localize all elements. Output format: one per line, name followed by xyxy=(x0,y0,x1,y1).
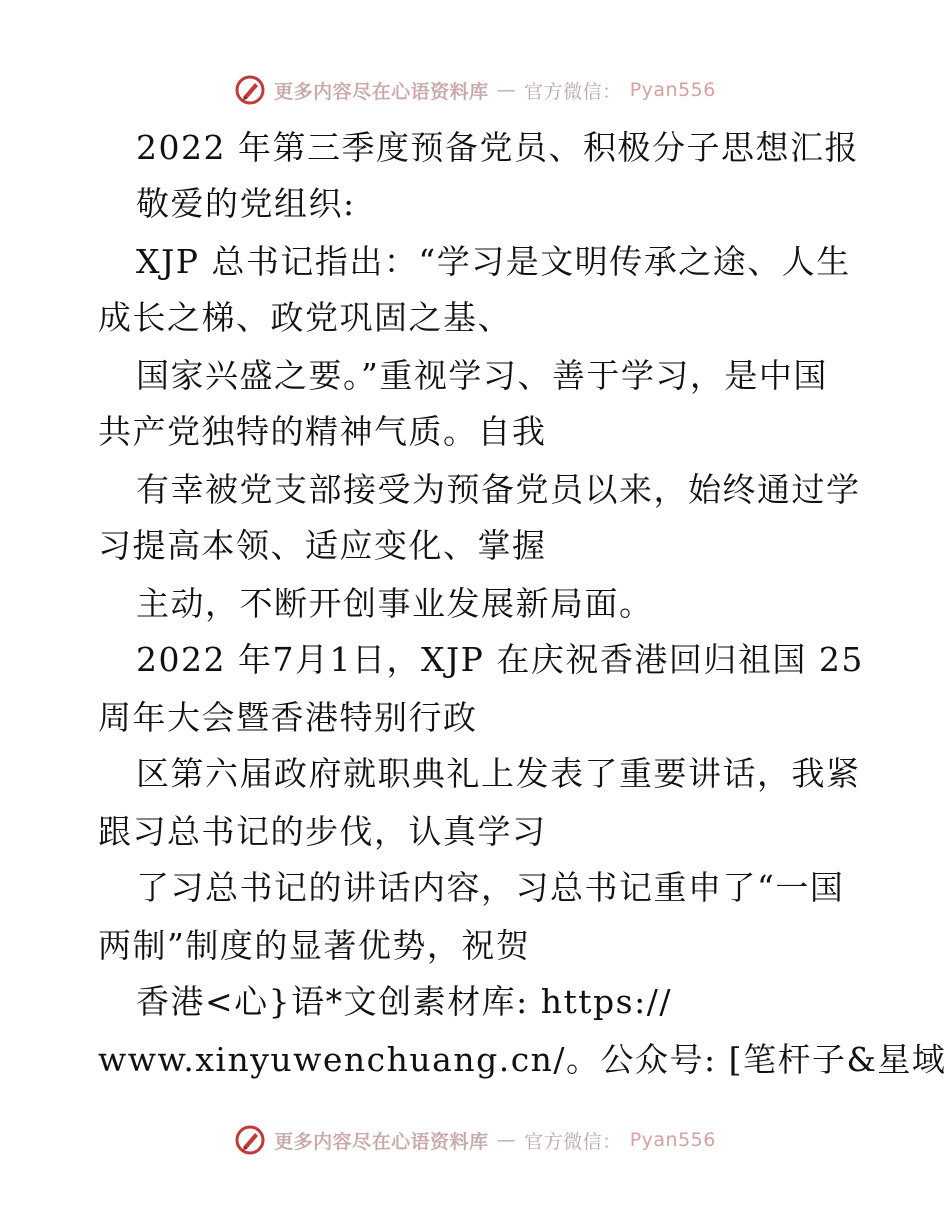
watermark-wechat-label: 官方微信： xyxy=(524,80,622,103)
document-line: 敬爱的党组织: xyxy=(136,184,356,223)
header-watermark xyxy=(0,72,950,108)
watermark-wechat-id: Pyan556 xyxy=(629,1129,716,1151)
document-line: 2022 年7月1日，XJP 在庆祝香港回归祖国 25 xyxy=(136,640,864,679)
document-line: 跟习总书记的步伐，认真学习 xyxy=(98,812,547,851)
watermark-main-text: 更多内容尽在心语资料库 xyxy=(274,1130,489,1153)
document-line: 习提高本领、适应变化、掌握 xyxy=(98,526,547,565)
document-line: 了习总书记的讲话内容，习总书记重申了“一国 xyxy=(136,868,845,907)
document-line: 区第六届政府就职典礼上发表了重要讲话，我紧 xyxy=(136,754,861,793)
document-line: 两制”制度的显著优势，祝贺 xyxy=(98,926,531,965)
watermark-main-text: 更多内容尽在心语资料库 xyxy=(274,80,489,103)
document-line: 周年大会暨香港特别行政 xyxy=(98,698,478,737)
document-line: XJP 总书记指出：“学习是文明传承之途、人生 xyxy=(136,242,851,281)
document-line: 成长之梯、政党巩固之基、 xyxy=(98,298,512,337)
watermark-dash: — xyxy=(496,1129,517,1151)
document-line: 有幸被党支部接受为预备党员以来，始终通过学 xyxy=(136,470,861,509)
document-title: 2022 年第三季度预备党员、积极分子思想汇报 xyxy=(136,128,859,167)
document-line: 共产党独特的精神气质。自我 xyxy=(98,412,547,451)
red-pen-circle-logo-icon xyxy=(234,74,266,106)
footer-watermark xyxy=(0,1122,950,1158)
watermark-dash: — xyxy=(496,79,517,101)
document-line: 主动，不断开创事业发展新局面。 xyxy=(136,584,654,623)
watermark-wechat-label: 官方微信： xyxy=(524,1130,622,1153)
document-line: 香港<心}语*文创素材库: https:// xyxy=(136,982,672,1021)
document-line: www.xinyuwenchuang.cn/。公众号: [笔杆子&星域 xyxy=(98,1040,947,1079)
red-pen-circle-logo-icon xyxy=(234,1124,266,1156)
watermark-wechat-id: Pyan556 xyxy=(629,79,716,101)
document-line: 国家兴盛之要。”重视学习、善于学习，是中国 xyxy=(136,356,828,395)
